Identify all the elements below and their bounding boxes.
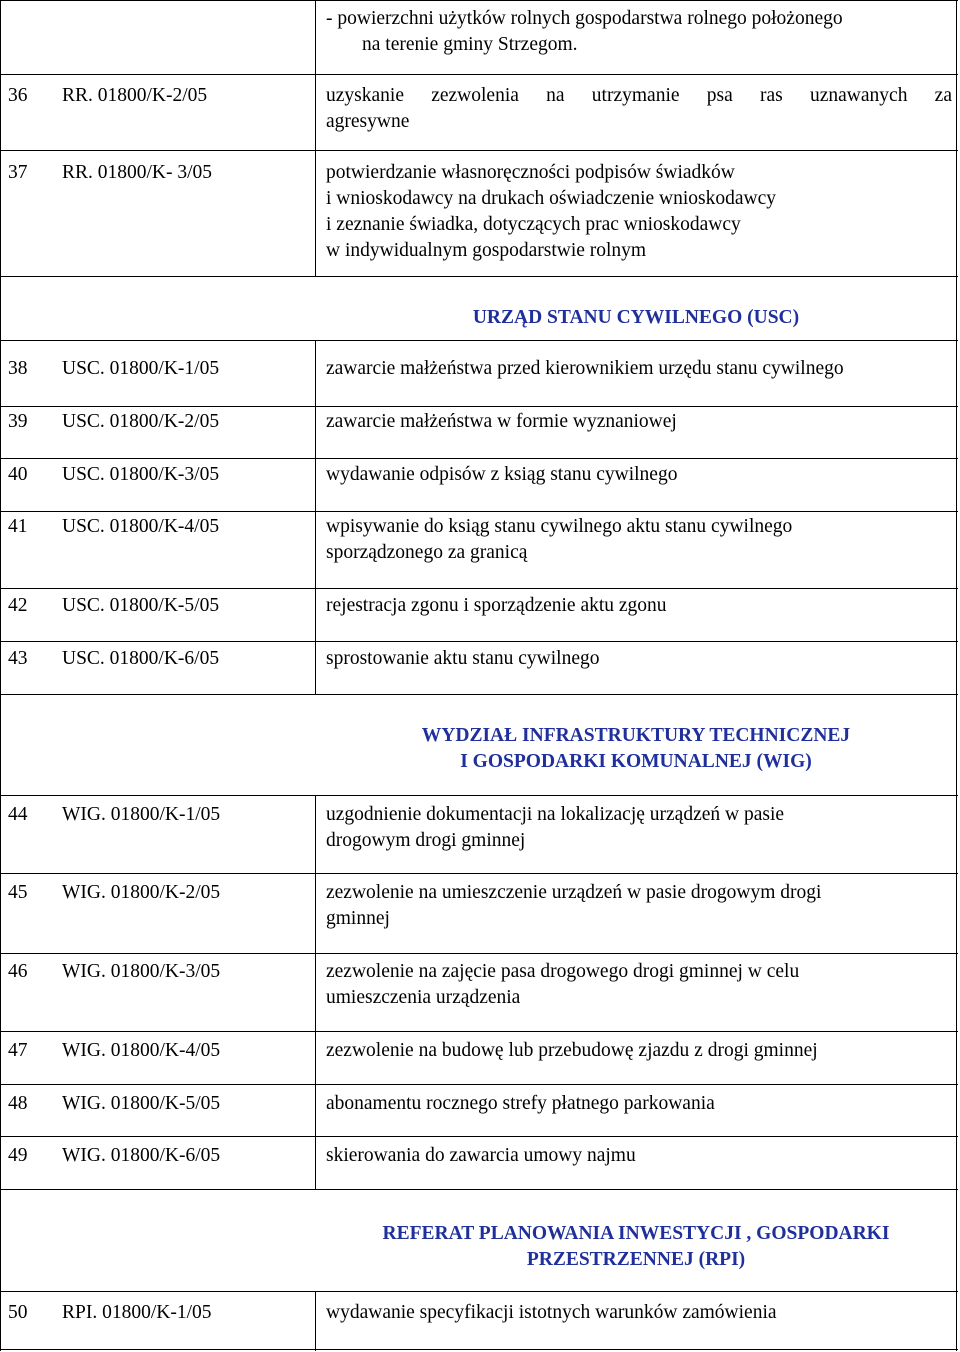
service-code: USC. 01800/K-5/05	[62, 595, 220, 616]
table-border-top	[0, 0, 958, 1]
row-divider	[0, 458, 958, 459]
service-code: WIG. 01800/K-2/05	[62, 882, 221, 903]
row-number: 44	[8, 804, 28, 825]
service-code: WIG. 01800/K-5/05	[62, 1093, 221, 1114]
row-number: 50	[8, 1302, 28, 1323]
continuation-line: na terenie gminy Strzegom.	[362, 34, 578, 55]
service-code: USC. 01800/K-2/05	[62, 411, 220, 432]
continuation-line: - powierzchni użytków rolnych gospodarstwa rolnego położonego	[326, 8, 843, 29]
service-code: WIG. 01800/K-4/05	[62, 1040, 221, 1061]
row-divider	[0, 340, 958, 341]
service-description: zezwolenie na zajęcie pasa drogowego drogi gminnej w celu umieszczenia urządzenia	[326, 961, 800, 1008]
row-number: 37	[8, 162, 28, 183]
row-number: 41	[8, 516, 28, 537]
service-code: RR. 01800/K- 3/05	[62, 162, 213, 183]
service-code: USC. 01800/K-6/05	[62, 648, 220, 669]
row-number: 42	[8, 595, 28, 616]
row-divider	[0, 1189, 958, 1190]
service-description: skierowania do zawarcia umowy najmu	[326, 1145, 636, 1166]
service-code: WIG. 01800/K-6/05	[62, 1145, 221, 1166]
service-code: WIG. 01800/K-1/05	[62, 804, 221, 825]
row-number: 36	[8, 85, 28, 106]
row-divider	[0, 1291, 958, 1292]
row-divider	[0, 406, 958, 407]
service-description: abonamentu rocznego strefy płatnego parkowania	[326, 1093, 715, 1114]
service-description: potwierdzanie własnoręczności podpisów świadków i wnioskodawcy na drukach oświadczenie wnioskodawcy i zeznanie świadka, dotyczących prac wnioskodawcy w indywidualnym gospodarstwie rolnym	[326, 162, 776, 261]
row-divider	[0, 1031, 958, 1032]
column-divider	[315, 1291, 316, 1351]
service-description: zawarcie małżeństwa w formie wyznaniowej	[326, 411, 677, 432]
table-border-bottom	[0, 1349, 958, 1350]
service-description: wydawanie odpisów z ksiąg stanu cywilnego	[326, 464, 678, 485]
row-number: 40	[8, 464, 28, 485]
row-divider	[0, 150, 958, 151]
row-divider	[0, 873, 958, 874]
service-code: RR. 01800/K-2/05	[62, 85, 208, 106]
column-divider	[315, 795, 316, 1189]
service-code: USC. 01800/K-4/05	[62, 516, 220, 537]
table-border-left	[0, 0, 1, 1351]
row-number: 39	[8, 411, 28, 432]
row-divider	[0, 953, 958, 954]
row-number: 47	[8, 1040, 28, 1061]
service-description: zezwolenie na budowę lub przebudowę zjazdu z drogi gminnej	[326, 1040, 818, 1061]
row-divider	[0, 694, 958, 695]
row-number: 43	[8, 648, 28, 669]
row-divider	[0, 74, 958, 75]
continuation-text	[326, 6, 843, 58]
row-divider	[0, 641, 958, 642]
service-description: uzgodnienie dokumentacji na lokalizację urządzeń w pasie drogowym drogi gminnej	[326, 804, 785, 851]
service-code: USC. 01800/K-1/05	[62, 358, 220, 379]
service-description: zawarcie małżeństwa przed kierownikiem urzędu stanu cywilnego	[326, 358, 844, 379]
row-divider	[0, 1136, 958, 1137]
service-code: WIG. 01800/K-3/05	[62, 961, 221, 982]
row-divider	[0, 276, 958, 277]
service-description: rejestracja zgonu i sporządzenie aktu zgonu	[326, 595, 667, 616]
section-header-rpi: REFERAT PLANOWANIA INWESTYCJI , GOSPODARKI PRZESTRZENNEJ (RPI)	[382, 1223, 890, 1270]
row-number: 45	[8, 882, 28, 903]
row-divider	[0, 588, 958, 589]
row-divider	[0, 1084, 958, 1085]
row-divider	[0, 795, 958, 796]
service-code: RPI. 01800/K-1/05	[62, 1302, 212, 1323]
column-divider	[315, 0, 316, 276]
column-divider	[315, 340, 316, 694]
row-divider	[0, 511, 958, 512]
row-number: 38	[8, 358, 28, 379]
service-description: uzyskanie zezwolenia na utrzymanie psa ras uznawanych za agresywne	[326, 85, 952, 132]
service-code: USC. 01800/K-3/05	[62, 464, 220, 485]
service-description: zezwolenie na umieszczenie urządzeń w pasie drogowym drogi gminnej	[326, 882, 822, 929]
table-border-right	[956, 0, 957, 1351]
section-header-wig: WYDZIAŁ INFRASTRUKTURY TECHNICZNEJ I GOSPODARKI KOMUNALNEJ (WIG)	[421, 725, 851, 772]
service-description: wydawanie specyfikacji istotnych warunków zamówienia	[326, 1302, 777, 1323]
section-header-usc: URZĄD STANU CYWILNEGO (USC)	[472, 307, 800, 328]
row-number: 46	[8, 961, 28, 982]
service-description: sprostowanie aktu stanu cywilnego	[326, 648, 600, 669]
service-description: wpisywanie do ksiąg stanu cywilnego aktu stanu cywilnego sporządzonego za granicą	[326, 516, 793, 563]
row-number: 48	[8, 1093, 28, 1114]
row-number: 49	[8, 1145, 28, 1166]
